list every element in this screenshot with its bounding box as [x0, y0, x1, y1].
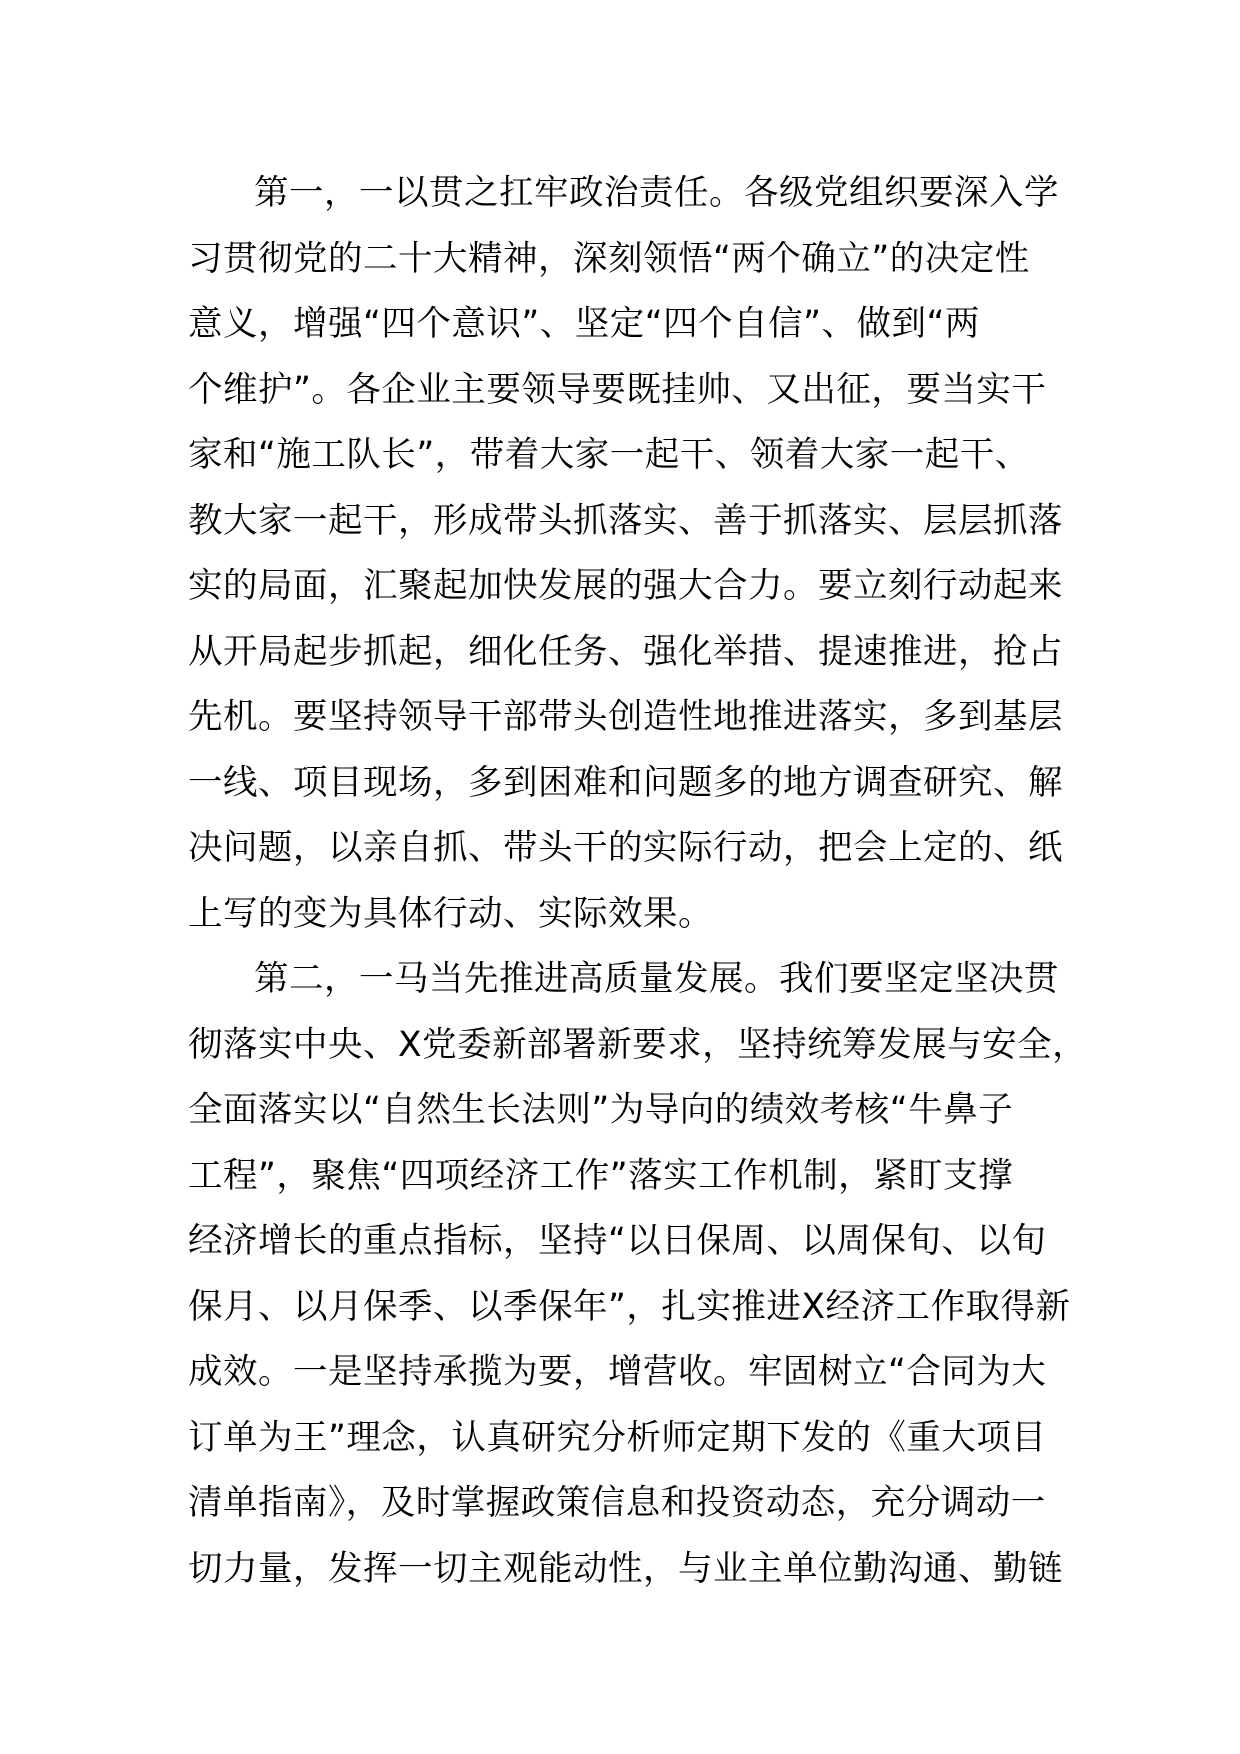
paragraph-line: 彻落实中央、X党委新部署新要求，坚持统筹发展与安全，	[188, 1024, 1088, 1065]
paragraph-line: 意义，增强“四个意识”、坚定“四个自信”、做到“两	[188, 304, 980, 344]
paragraph-line: 订单为王”理念，认真研究分析师定期下发的《重大项目	[188, 1417, 1047, 1458]
paragraph-line: 上写的变为具体行动、实际效果。	[188, 893, 713, 934]
paragraph-line: 工程”，聚焦“四项经济工作”落实工作机制，紧盯支撑	[188, 1155, 1014, 1196]
paragraph-line: 第一，一以贯之扛牢政治责任。各级党组织要深入学	[254, 173, 1059, 213]
paragraph-line: 第二，一马当先推进高质量发展。我们要坚定坚决贯	[254, 959, 1059, 999]
paragraph-line: 全面落实以“自然生长法则”为导向的绩效考核“牛鼻子	[188, 1090, 1014, 1130]
paragraph-2	[188, 947, 1088, 1602]
paragraph-line: 先机。要坚持领导干部带头创造性地推进落实，多到基层	[188, 697, 1063, 737]
paragraph-line: 决问题，以亲自抓、带头干的实际行动，把会上定的、纸	[188, 828, 1063, 868]
paragraph-line: 清单指南》，及时掌握政策信息和投资动态，充分调动一	[188, 1483, 1046, 1523]
paragraph-line: 教大家一起干，形成带头抓落实、善于抓落实、层层抓落	[188, 500, 1063, 541]
paragraph-line: 一线、项目现场，多到困难和问题多的地方调查研究、解	[188, 762, 1063, 803]
paragraph-line: 个维护”。各企业主要领导要既挂帅、又出征，要当实干	[188, 369, 1047, 410]
paragraph-line: 实的局面，汇聚起加快发展的强大合力。要立刻行动起来	[188, 566, 1063, 606]
paragraph-line: 切力量，发挥一切主观能动性，与业主单位勤沟通、勤链	[188, 1548, 1063, 1589]
paragraph-1	[188, 161, 1063, 947]
paragraph-line: 成效。一是坚持承揽为要，增营收。牢固树立“合同为大	[188, 1352, 1047, 1392]
paragraph-line: 习贯彻党的二十大精神，深刻领悟“两个确立”的决定性	[188, 238, 1030, 279]
paragraph-line: 经济增长的重点指标，坚持“以日保周、以周保旬、以旬	[188, 1221, 1047, 1261]
paragraph-line: 从开局起步抓起，细化任务、强化举措、提速推进，抢占	[188, 631, 1063, 672]
paragraph-line: 保月、以月保季、以季保年”，扎实推进X经济工作取得新	[188, 1286, 1071, 1327]
paragraph-line: 家和“施工队长”，带着大家一起干、领着大家一起干、	[188, 435, 1030, 475]
document-body	[188, 161, 1088, 1602]
